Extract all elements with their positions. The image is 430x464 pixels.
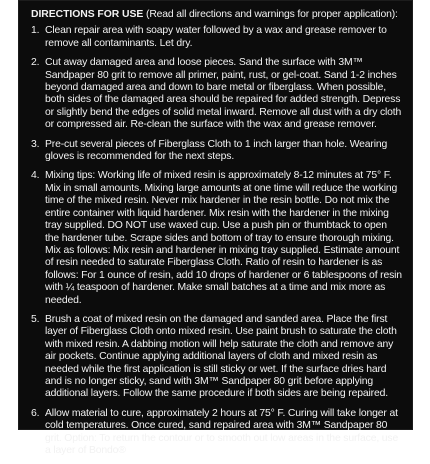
step-number: 6.: [31, 407, 40, 419]
directions-note: (Read all directions and warnings for proper application):: [146, 9, 398, 20]
step-text: Cut away damaged area and loose pieces. Sand the surface with 3M™ Sandpaper 80 grit to remove all primer, paint, rust, or gel-coat. Sand 1-2 inches beyond damaged area and down to bare metal or fiberglass. When possible, both sides of the damaged area should be repaired for added strength. Depress or slightly bend the edges of solid metal inward. Remove all dust with a dry cloth or compressed air. Re-clean the surface with the wax and grease remover.: [45, 57, 402, 131]
step-number: 3.: [31, 138, 40, 150]
step-number: 5.: [31, 313, 40, 325]
step-text: Mixing tips: Working life of mixed resin is approximately 8-12 minutes at 75° F. Mix in small amounts. Mixing large amounts at one time will reduce the working time of the mixed resin. Never mix hardener in the resin bottle. Do not mix the entire container with liquid hardener. Mix resin with the hardener in the mixing tray supplied. DO NOT use waxed cup. Use a push pin or thumbtack to open the hardener tube. Scrape sides and bottom of tray to ensure thorough mixing. Mix as follows: Mix resin and hardener in mixing tray supplied. Estimate amount of resin needed to saturate Fiberglass Cloth. Ratio of resin to hardener is as follows: For 1 ounce of resin, add 10 drops of hardener or 6 tablespoons of resin with ¼ teaspoon of hardener. Make small batches at a time and mix more as needed.: [45, 170, 402, 306]
step-number: 1.: [31, 25, 40, 37]
step-text: Allow material to cure, approximately 2 hours at 75° F. Curing will take longer at cold temperatures. Once cured, sand repaired area with 3M™ Sandpaper 80 grit. Option: To return the contour or to smooth out low areas in the surface, use a layer of Bondo®: [45, 407, 399, 456]
step-text: Brush a coat of mixed resin on the damaged and sanded area. Place the first layer of Fiberglass Cloth onto mixed resin. Use paint brush to saturate the cloth with mixed resin. A dabbing motion will help saturate the cloth and remove any air pockets. Continue applying additional layers of cloth and mixed resin as needed while the first application is still sticky or wet. If the surface dries hard and is no longer sticky, sand with 3M™ Sandpaper 80 grit before applying additional layers. Follow the same procedure if both sides are being repaired.: [45, 313, 397, 400]
step-6: [31, 408, 403, 458]
step-4: [31, 170, 403, 306]
step-number: 4.: [31, 170, 40, 182]
directions-title: DIRECTIONS FOR USE: [31, 9, 144, 20]
step-number: 2.: [31, 57, 40, 69]
step-3: [31, 139, 403, 164]
step-text: Clean repair area with soapy water followed by a wax and grease remover to remove all contaminants. Let dry.: [45, 25, 387, 49]
step-text: Pre-cut several pieces of Fiberglass Cloth to 1 inch larger than hole. Wearing gloves is recommended for the next steps.: [45, 138, 388, 163]
directions-content: [31, 9, 403, 464]
step-1: [31, 25, 403, 50]
step-5: [31, 314, 403, 401]
step-2: [31, 57, 403, 131]
steps-list: [31, 25, 403, 457]
directions-header: [31, 9, 403, 21]
directions-panel: [18, 0, 413, 456]
